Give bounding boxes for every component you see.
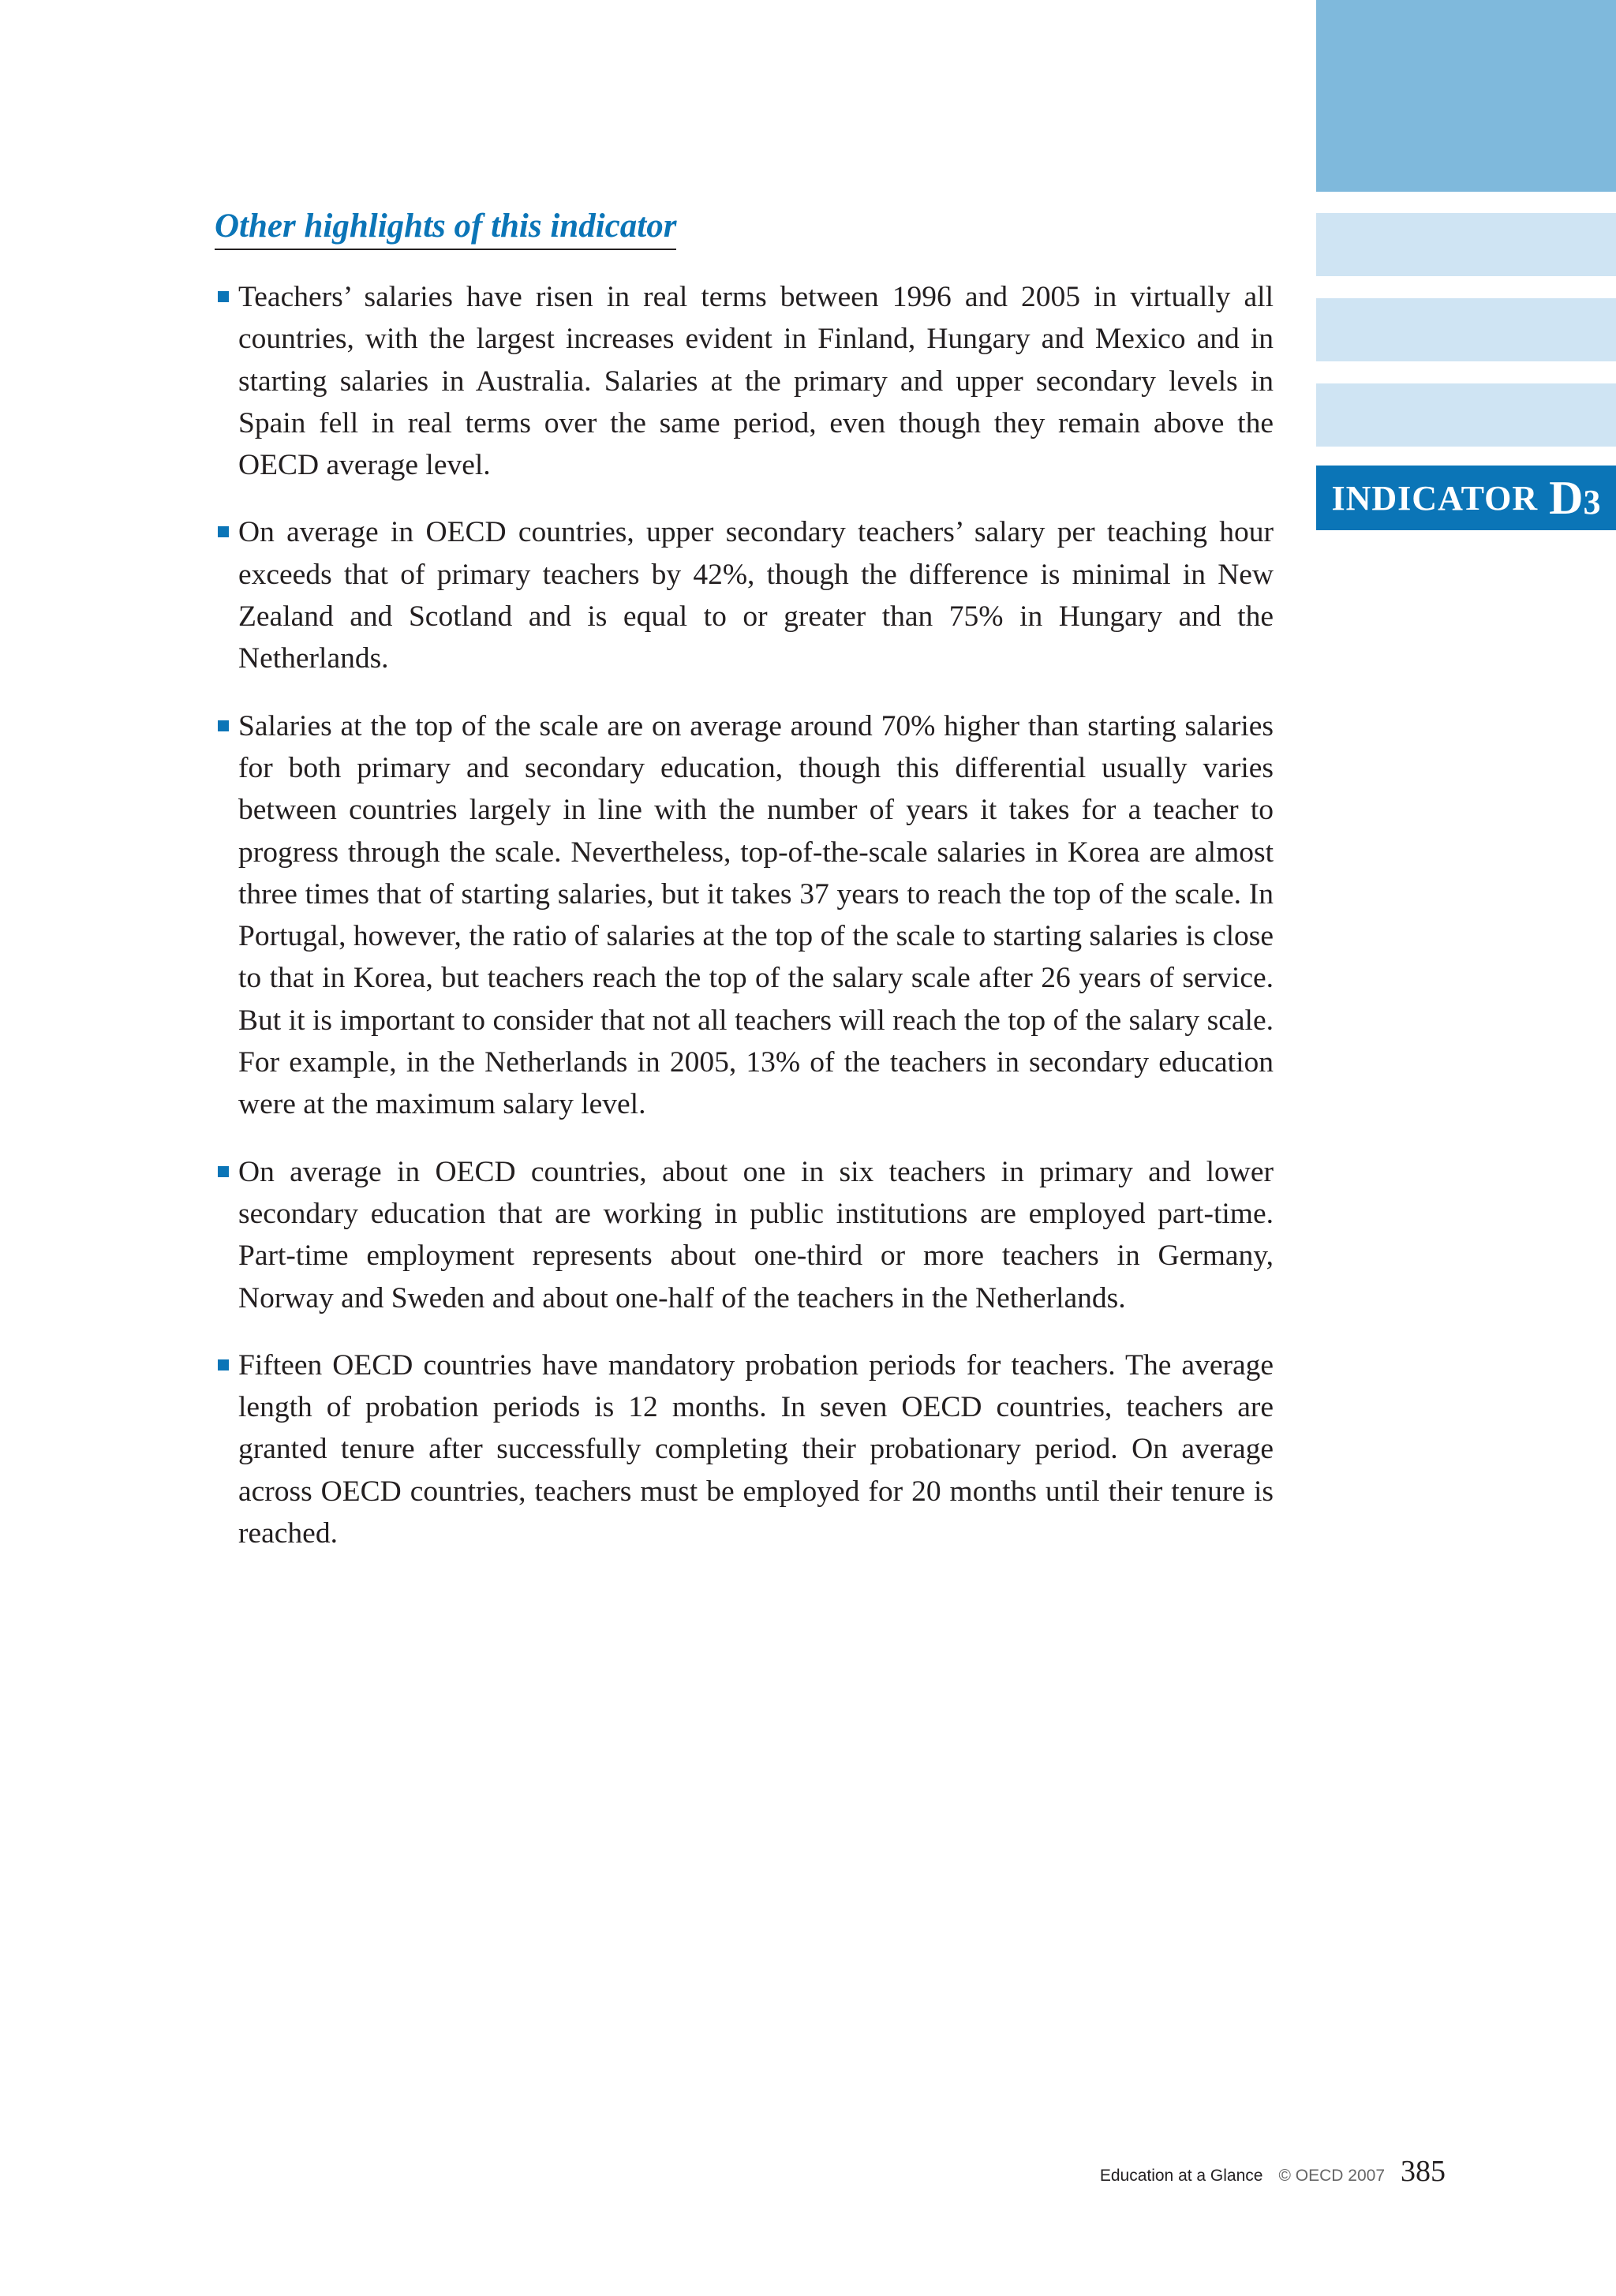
page-footer <box>1100 2154 1446 2189</box>
copyright-notice: © OECD 2007 <box>1278 2167 1385 2185</box>
sidebar-block-1 <box>1316 213 1616 276</box>
highlight-text: Salaries at the top of the scale are on average around 70% higher than starting salaries for both primary and secondary education, though this differential usually varies between countries largely in line with the number of years it takes for a teacher to progress through the scale. Nevertheless, top-of-the-scale salaries in Korea are almost three times that of starting salaries, but it takes 37 years to reach the top of the scale. In Portugal, however, the ratio of salaries at the top of the scale to starting salaries is close to that in Korea, but teachers reach the top of the salary scale after 26 years of service. But it is important to consider that not all teachers will reach the top of the salary scale. For example, in the Netherlands in 2005, 13% of the teachers in secondary education were at the maximum salary level. <box>238 709 1274 1121</box>
section-heading: Other highlights of this indicator <box>215 207 676 250</box>
indicator-letter: D <box>1549 472 1584 524</box>
bullet-square-icon <box>218 526 229 537</box>
bullet-square-icon <box>218 1359 229 1370</box>
highlight-item <box>215 276 1274 486</box>
sidebar-block-3 <box>1316 383 1616 447</box>
publication-title: Education at a Glance <box>1099 2167 1263 2185</box>
sidebar-block-top <box>1316 0 1616 192</box>
indicator-code <box>1549 474 1600 522</box>
indicator-number: 3 <box>1583 483 1601 522</box>
highlight-item <box>215 1151 1274 1319</box>
highlight-item <box>215 511 1274 679</box>
highlights-list <box>215 276 1274 1580</box>
bullet-square-icon <box>218 291 229 302</box>
bullet-square-icon <box>218 720 229 731</box>
indicator-tab <box>1316 466 1616 530</box>
sidebar-block-2 <box>1316 298 1616 361</box>
highlight-text: On average in OECD countries, upper secondary teachers’ salary per teaching hour exceeds that of primary teachers by 42%, though the difference is minimal in New Zealand and Scotland and is equal to or greater than 75% in Hungary and the Netherlands. <box>238 516 1274 675</box>
highlight-text: Teachers’ salaries have risen in real terms between 1996 and 2005 in virtually all countries, with the largest increases evident in Finland, Hungary and Mexico and in starting salaries in Australia. Salaries at the primary and upper secondary levels in Spain fell in real terms over the same period, even though they remain above the OECD average level. <box>238 281 1274 482</box>
highlight-text: On average in OECD countries, about one in six teachers in primary and lower secondary education that are working in public institutions are employed part-time. Part-time employment represents about one-third or more teachers in Germany, Norway and Sweden and about one-half of the teachers in the Netherlands. <box>238 1155 1274 1314</box>
highlight-item <box>215 1344 1274 1554</box>
highlight-item <box>215 705 1274 1126</box>
indicator-word: INDICATOR <box>1331 478 1539 518</box>
bullet-square-icon <box>218 1166 229 1177</box>
highlight-text: Fifteen OECD countries have mandatory probation periods for teachers. The average length of probation periods is 12 months. In seven OECD countries, teachers are granted tenure after successfully completing their probationary period. On average across OECD countries, teachers must be employed for 20 months until their tenure is reached. <box>238 1348 1274 1550</box>
page-number: 385 <box>1401 2155 1446 2188</box>
